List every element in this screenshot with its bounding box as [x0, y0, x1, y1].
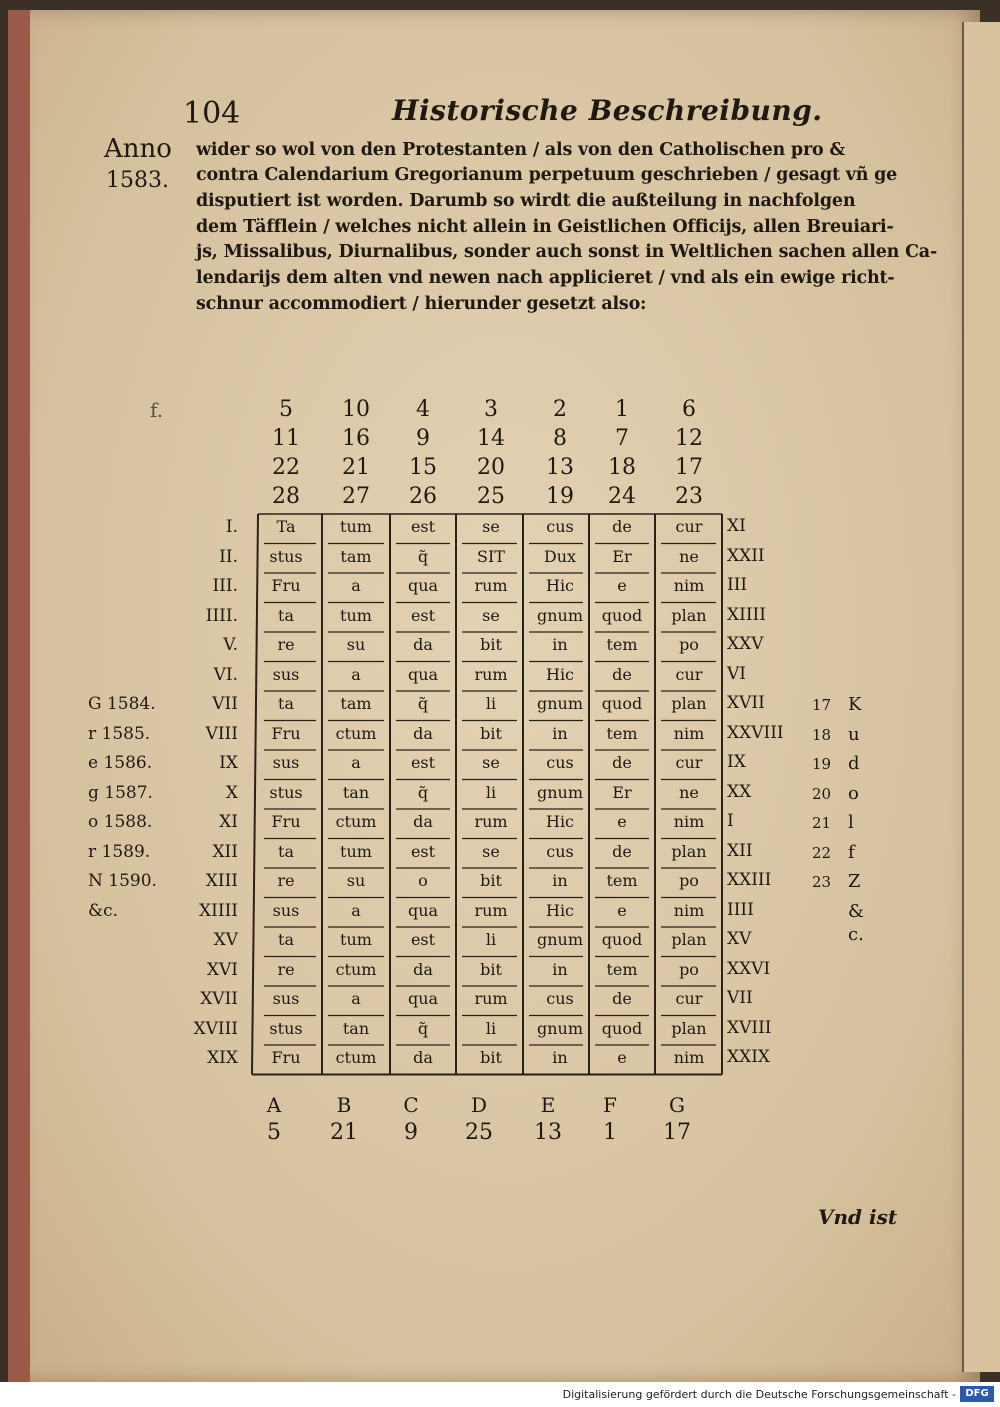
page-number: 104	[183, 96, 241, 131]
top-number: 11	[272, 426, 300, 451]
side-letter: u	[848, 723, 860, 745]
table-cell: bit	[480, 871, 502, 890]
table-cell: q̃	[417, 782, 429, 802]
table-cell: a	[351, 576, 361, 595]
table-cell: da	[413, 723, 433, 743]
table-cell: rum	[474, 989, 508, 1008]
table-cell: quod	[601, 694, 643, 713]
column-letter: G	[669, 1093, 685, 1117]
row-roman-left: XI	[219, 812, 238, 832]
row-roman-right: IIII	[727, 899, 754, 920]
table-cell: li	[485, 1018, 497, 1038]
table-cell: tem	[606, 959, 638, 979]
table-cell: tum	[340, 841, 372, 861]
column-letter: E	[540, 1093, 556, 1117]
table-cell: tan	[342, 1018, 370, 1038]
row-roman-right: XII	[727, 840, 753, 861]
top-number: 27	[342, 484, 370, 509]
margin-year: g 1587.	[88, 782, 153, 803]
side-letter: c.	[848, 924, 864, 946]
side-number: 20	[812, 784, 832, 803]
side-number: 21	[812, 814, 832, 832]
table-cell: su	[346, 871, 366, 890]
table-cell: quod	[601, 605, 643, 625]
column-number: 21	[330, 1120, 358, 1145]
table-cell: plan	[671, 605, 707, 625]
table-cell: in	[552, 635, 568, 654]
row-roman-right: I	[727, 811, 734, 831]
top-number: 8	[553, 426, 567, 451]
row-roman-right: IX	[727, 752, 746, 772]
table-cell: cur	[675, 989, 703, 1008]
table-cell: quod	[601, 1018, 643, 1038]
row-roman-right: XXIX	[727, 1047, 771, 1067]
table-cell: tum	[340, 517, 372, 536]
side-letter: &	[848, 900, 865, 922]
table-cell: tem	[606, 635, 638, 654]
table-cell: gnum	[536, 694, 584, 713]
table-cell: se	[482, 841, 500, 861]
margin-year: N 1590.	[88, 871, 157, 891]
table-cell: plan	[671, 694, 707, 713]
column-letter: F	[603, 1093, 617, 1117]
table-cell: Hic	[545, 664, 575, 684]
margin-anno-year: 1583.	[106, 168, 169, 193]
table-cell: ta	[278, 605, 294, 625]
table-cell: plan	[671, 841, 707, 861]
body-line: schnur accommodiert / hierunder gesetzt also:	[196, 294, 647, 314]
table-cell: nim	[673, 900, 705, 920]
table-cell: rum	[474, 900, 508, 920]
table-cell: li	[485, 782, 497, 802]
table-cell: quod	[601, 930, 643, 949]
side-number: 19	[812, 755, 832, 773]
table-cell: Fru	[271, 812, 301, 831]
table-cell: q̃	[417, 694, 429, 713]
table-cell: plan	[671, 1018, 707, 1038]
table-cell: da	[413, 1048, 433, 1067]
table-cell: qua	[407, 900, 439, 920]
table-cell: li	[485, 930, 497, 949]
top-number: 22	[272, 455, 300, 480]
table-cell: re	[277, 635, 295, 654]
row-roman-right: XI	[727, 516, 746, 536]
row-roman-right: XXII	[727, 545, 765, 566]
table-cell: sus	[272, 900, 300, 920]
top-number: 14	[477, 426, 505, 451]
row-roman-left: V.	[223, 635, 238, 655]
table-cell: Hic	[545, 576, 575, 595]
margin-year: r 1585.	[88, 723, 151, 744]
top-number: 12	[675, 426, 703, 451]
top-number: 13	[546, 455, 574, 480]
table-cell: de	[612, 664, 632, 684]
table-cell: tam	[340, 694, 372, 713]
top-number: 10	[342, 397, 370, 422]
table-cell: q̃	[417, 1018, 429, 1038]
table-cell: po	[679, 871, 699, 890]
table-cell: a	[351, 900, 361, 920]
column-number: 9	[404, 1120, 418, 1145]
table-cell: rum	[474, 576, 508, 595]
top-number: 20	[477, 455, 505, 480]
table-cell: nim	[673, 1048, 705, 1067]
row-roman-right: XV	[727, 929, 752, 949]
top-number: 26	[409, 484, 437, 509]
table-cell: rum	[474, 664, 508, 684]
table-cell: est	[410, 753, 436, 772]
margin-year: e 1586.	[88, 753, 153, 773]
row-roman-right: XXVIII	[727, 722, 784, 743]
table-cell: de	[612, 989, 632, 1008]
row-roman-right: XXVI	[727, 958, 771, 979]
table-cell: se	[482, 517, 500, 536]
top-number: 6	[682, 397, 696, 422]
table-cell: tem	[606, 723, 638, 743]
dfg-logo: DFG	[960, 1386, 994, 1402]
top-number: 16	[342, 426, 370, 451]
table-cell: stus	[269, 782, 303, 802]
table-cell: qua	[407, 576, 439, 595]
table-cell: bit	[480, 723, 502, 743]
table-cell: li	[485, 694, 497, 713]
body-line: lendarijs dem alten vnd newen nach applicieret / vnd als ein ewige richt-	[196, 268, 895, 288]
top-number: 3	[484, 397, 498, 422]
table-cell: bit	[480, 635, 502, 654]
side-letter: f	[848, 841, 855, 863]
table-cell: stus	[269, 1018, 303, 1038]
table-cell: ta	[278, 694, 294, 713]
table-cell: ne	[679, 782, 699, 802]
table-cell: Fru	[271, 576, 301, 595]
row-roman-right: XX	[727, 781, 752, 802]
row-roman-left: IIII.	[205, 605, 238, 626]
table-cell: ctum	[335, 959, 377, 979]
table-cell: Ta	[276, 517, 296, 536]
table-cell: de	[612, 753, 632, 772]
table-cell: da	[413, 959, 433, 979]
column-number: 1	[603, 1120, 617, 1145]
row-roman-left: XIX	[207, 1048, 238, 1068]
top-number: 23	[675, 484, 703, 509]
row-roman-left: VI.	[213, 664, 238, 685]
table-cell: cur	[675, 517, 703, 536]
table-cell: su	[346, 635, 366, 654]
body-line: contra Calendarium Gregorianum perpetuum geschrieben / gesagt vñ ge	[196, 165, 898, 185]
table-cell: est	[410, 517, 436, 536]
table-cell: nim	[673, 576, 705, 595]
table-cell: gnum	[536, 1018, 584, 1038]
table-cell: cus	[546, 753, 574, 772]
row-roman-left: XV	[213, 930, 238, 950]
margin-year: o 1588.	[88, 812, 153, 832]
table-cell: in	[552, 871, 568, 890]
top-number: 15	[409, 455, 437, 480]
table-cell: ctum	[335, 723, 377, 743]
table-cell: e	[617, 812, 627, 831]
table-cell: e	[617, 576, 627, 595]
table-cell: a	[351, 664, 361, 684]
table-cell: se	[482, 605, 500, 625]
table-cell: cur	[675, 664, 703, 684]
row-roman-left: III.	[212, 576, 238, 596]
table-cell: re	[277, 871, 295, 890]
side-number: 23	[812, 873, 832, 891]
table-cell: in	[552, 959, 568, 979]
table-cell: ta	[278, 930, 294, 949]
row-roman-right: XXIII	[727, 870, 772, 890]
margin-mark: f.	[150, 398, 164, 422]
row-roman-left: XVIII	[193, 1018, 238, 1039]
table-cell: da	[413, 812, 433, 831]
column-letter: B	[336, 1093, 352, 1117]
table-cell: SIT	[477, 546, 505, 566]
table-cell: a	[351, 753, 361, 772]
table-cell: est	[410, 930, 436, 949]
table-cell: po	[679, 635, 699, 654]
table-cell: qua	[407, 664, 439, 684]
column-number: 13	[534, 1120, 562, 1145]
top-number: 9	[416, 426, 430, 451]
table-cell: ne	[679, 546, 699, 566]
table-cell: tum	[340, 605, 372, 625]
row-roman-left: XIIII	[199, 900, 238, 921]
table-cell: Er	[612, 782, 632, 802]
side-letter: o	[848, 782, 859, 804]
table-cell: Dux	[543, 546, 577, 566]
table-cell: po	[679, 959, 699, 979]
top-number: 18	[608, 455, 636, 480]
table-cell: in	[552, 1048, 568, 1067]
table-cell: e	[617, 900, 627, 920]
table-cell: est	[410, 605, 436, 625]
row-roman-left: XVII	[200, 989, 238, 1009]
row-roman-right: VII	[727, 988, 753, 1008]
column-number: 25	[465, 1120, 493, 1145]
table-cell: tan	[342, 782, 370, 802]
row-roman-left: XVI	[206, 959, 238, 980]
table-cell: de	[612, 517, 632, 536]
table-cell: bit	[480, 959, 502, 979]
column-letter: C	[403, 1093, 419, 1117]
row-roman-left: XIII	[205, 871, 238, 891]
margin-year: G 1584.	[88, 694, 156, 714]
body-line: disputiert ist worden. Darumb so wirdt die außteilung in nachfolgen	[196, 191, 856, 211]
table-cell: tam	[340, 546, 372, 566]
top-number: 25	[477, 484, 505, 509]
body-line: js, Missalibus, Diurnalibus, sonder auch sonst in Weltlichen sachen allen Ca-	[196, 242, 938, 262]
column-number: 17	[663, 1120, 691, 1145]
table-cell: bit	[480, 1048, 502, 1067]
margin-year: r 1589.	[88, 841, 151, 862]
table-cell: Hic	[545, 900, 575, 920]
top-number: 24	[608, 484, 636, 509]
top-number: 2	[553, 397, 567, 422]
side-letter: d	[848, 753, 860, 774]
margin-year: &c.	[88, 900, 119, 921]
table-cell: est	[410, 841, 436, 861]
table-cell: se	[482, 753, 500, 772]
table-cell: o	[418, 871, 428, 890]
body-line: dem Täfflein / welches nicht allein in Geistlichen Officijs, allen Breuiari-	[196, 217, 894, 237]
row-roman-left: X	[225, 782, 238, 803]
row-roman-right: III	[727, 575, 748, 595]
table-cell: Er	[612, 546, 632, 566]
top-number: 1	[615, 397, 629, 422]
table-cell: re	[277, 959, 295, 979]
margin-anno-word: Anno	[104, 134, 172, 164]
top-number: 21	[342, 455, 370, 480]
table-cell: cur	[675, 753, 703, 772]
body-line: wider so wol von den Protestanten / als von den Catholischen pro &	[196, 140, 845, 160]
table-cell: ta	[278, 841, 294, 861]
row-roman-left: VIII	[205, 723, 238, 744]
top-number: 19	[546, 484, 574, 509]
top-number: 17	[675, 455, 703, 480]
column-letter: A	[266, 1093, 282, 1117]
table-cell: gnum	[536, 930, 584, 949]
table-cell: Hic	[545, 812, 575, 831]
footer-bar	[0, 1382, 1000, 1407]
table-cell: Fru	[271, 1048, 301, 1067]
row-roman-right: VI	[727, 663, 746, 684]
row-roman-left: IX	[219, 753, 238, 773]
row-roman-left: VII	[212, 694, 238, 714]
row-roman-right: XIIII	[727, 604, 766, 625]
table-cell: e	[617, 1048, 627, 1067]
table-cell: gnum	[536, 782, 584, 802]
table-cell: sus	[272, 664, 300, 684]
column-letter: D	[470, 1093, 488, 1117]
table-cell: a	[351, 989, 361, 1008]
side-number: 17	[812, 696, 832, 714]
row-roman-left: I.	[225, 517, 238, 537]
table-cell: nim	[673, 723, 705, 743]
table-cell: cus	[546, 517, 574, 536]
footer-credit: Digitalisierung gefördert durch die Deutsche Forschungsgemeinschaft -	[562, 1388, 956, 1401]
table-cell: sus	[272, 753, 300, 772]
table-cell: qua	[407, 989, 439, 1008]
side-letter: K	[848, 694, 862, 715]
table-cell: cus	[546, 989, 574, 1008]
table-cell: gnum	[536, 605, 584, 625]
top-number: 4	[416, 397, 430, 422]
side-number: 22	[812, 843, 832, 862]
table-cell: sus	[272, 989, 300, 1008]
row-roman-right: XXV	[727, 634, 764, 654]
table-cell: tem	[606, 871, 638, 890]
table-cell: de	[612, 841, 632, 861]
table-cell: stus	[269, 546, 303, 566]
table-cell: plan	[671, 930, 707, 949]
table-cell: tum	[340, 930, 372, 949]
row-roman-right: XVII	[727, 693, 765, 713]
row-roman-right: XVIII	[727, 1017, 772, 1038]
side-letter: l	[848, 812, 854, 833]
table-cell: rum	[474, 812, 508, 831]
table-cell: cus	[546, 841, 574, 861]
table-cell: ctum	[335, 1048, 377, 1067]
top-number: 28	[272, 484, 300, 509]
row-roman-left: XII	[212, 841, 238, 862]
table-cell: q̃	[417, 546, 429, 566]
side-letter: Z	[848, 871, 861, 892]
table-cell: in	[552, 723, 568, 743]
top-number: 5	[279, 397, 293, 422]
side-number: 18	[812, 725, 832, 744]
column-number: 5	[267, 1120, 281, 1145]
table-cell: da	[413, 635, 433, 654]
row-roman-left: II.	[219, 546, 238, 567]
table-cell: nim	[673, 812, 705, 831]
catchword: Vnd ist	[818, 1205, 898, 1229]
running-title: Historische Beschreibung.	[392, 94, 823, 127]
table-cell: Fru	[271, 723, 301, 743]
top-number: 7	[615, 426, 629, 451]
table-cell: ctum	[335, 812, 377, 831]
